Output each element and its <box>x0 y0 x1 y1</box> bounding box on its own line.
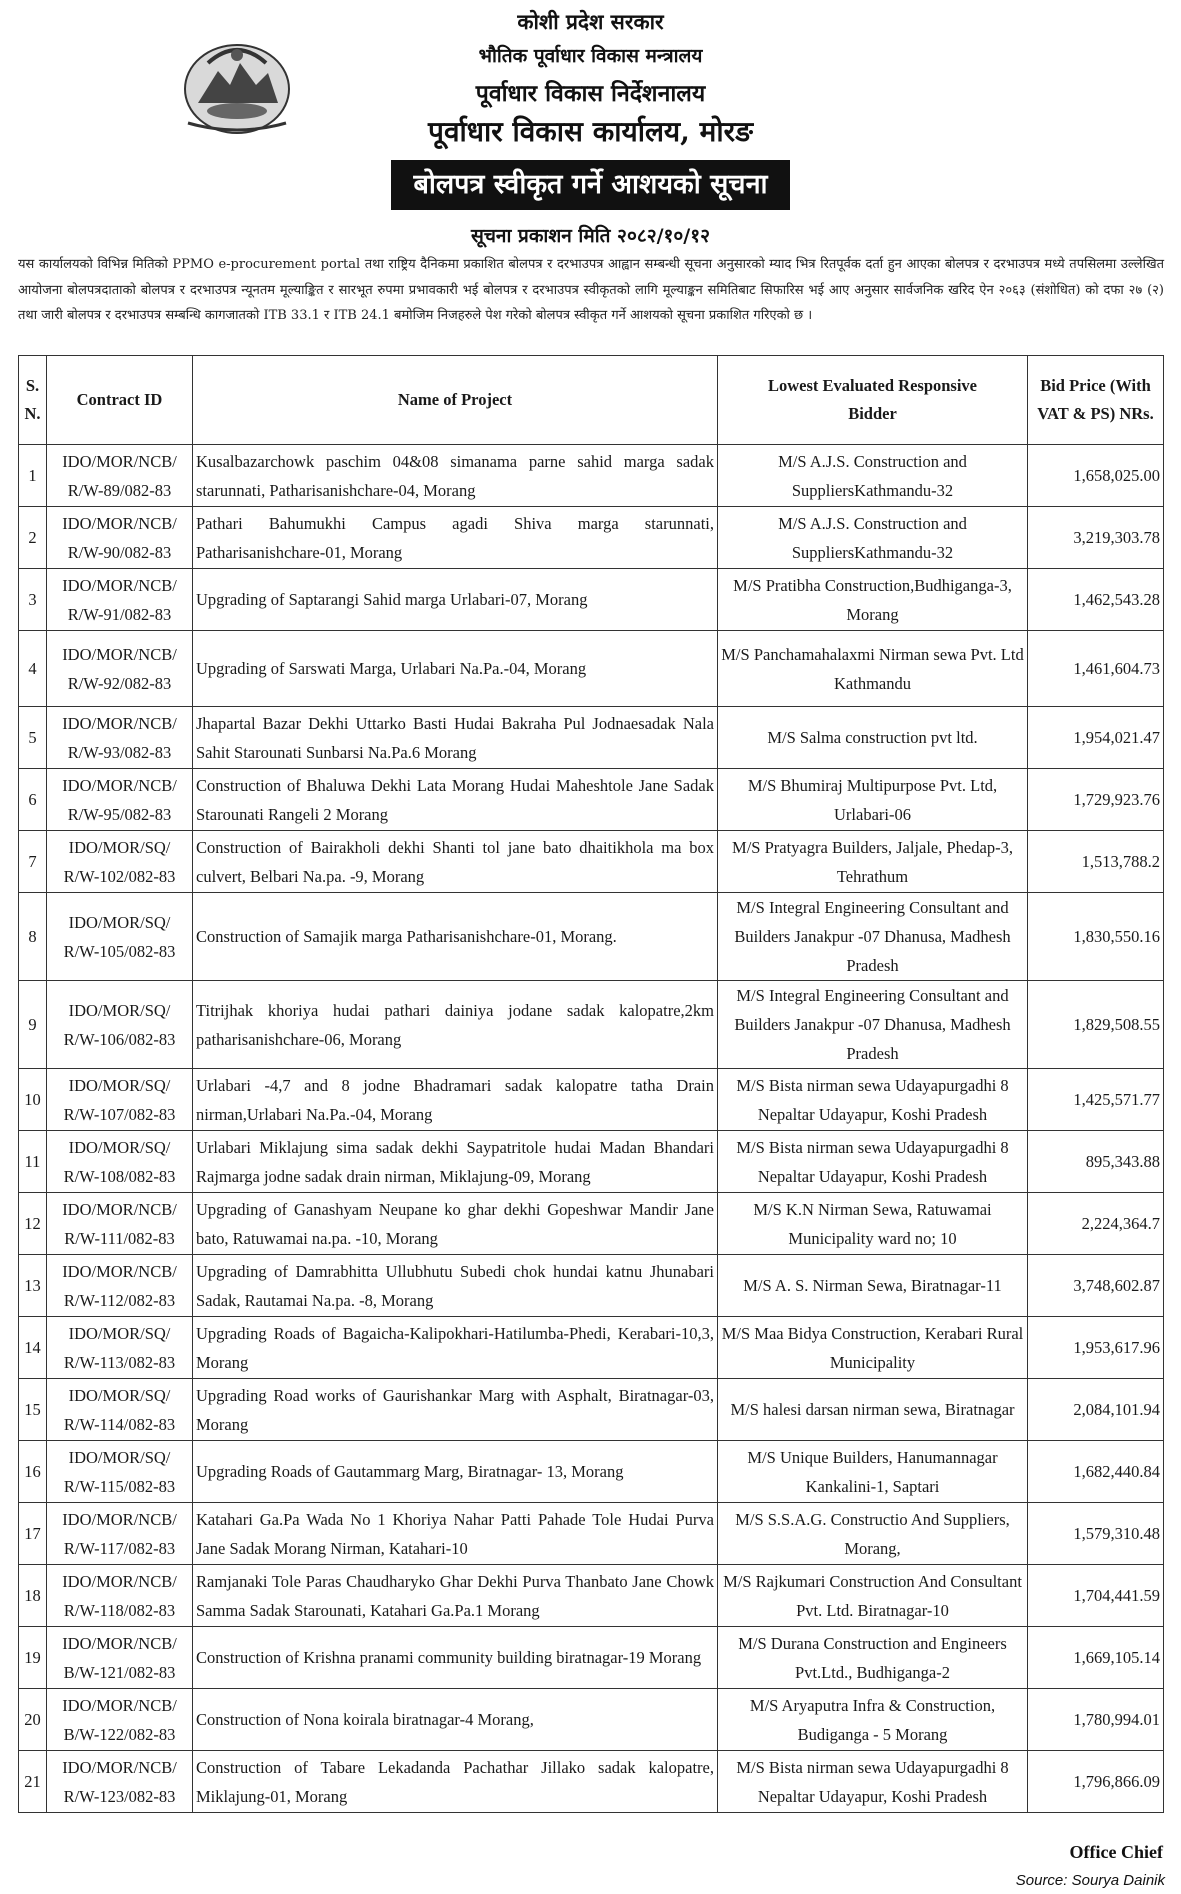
cell-price: 2,084,101.94 <box>1028 1379 1164 1441</box>
cell-contract-id: IDO/MOR/NCB/ R/W-93/082-83 <box>47 707 193 769</box>
cell-project: Construction of Samajik marga Patharisanishchare-01, Morang. <box>193 893 718 981</box>
header-sn: S. N. <box>19 356 47 445</box>
table-row <box>19 831 1164 893</box>
cell-sn: 3 <box>19 569 47 631</box>
cell-price: 1,658,025.00 <box>1028 445 1164 507</box>
cell-project: Upgrading of Ganashyam Neupane ko ghar dekhi Gopeshwar Mandir Jane bato, Ratuwamai na.pa. -10, Morang <box>193 1193 718 1255</box>
cell-bidder: M/S A. S. Nirman Sewa, Biratnagar-11 <box>718 1255 1028 1317</box>
table-row <box>19 1441 1164 1503</box>
table-row <box>19 1689 1164 1751</box>
table-row <box>19 1317 1164 1379</box>
cell-sn: 20 <box>19 1689 47 1751</box>
cell-project: Ramjanaki Tole Paras Chaudharyko Ghar Dekhi Purva Thanbato Jane Chowk Samma Sadak Starounati, Katahari Ga.Pa.1 Morang <box>193 1565 718 1627</box>
cell-contract-id: IDO/MOR/NCB/ B/W-122/082-83 <box>47 1689 193 1751</box>
cell-sn: 12 <box>19 1193 47 1255</box>
cell-sn: 21 <box>19 1751 47 1813</box>
cell-bidder: M/S K.N Nirman Sewa, Ratuwamai Municipality ward no; 10 <box>718 1193 1028 1255</box>
cell-bidder: M/S Maa Bidya Construction, Kerabari Rural Municipality <box>718 1317 1028 1379</box>
cell-price: 1,796,866.09 <box>1028 1751 1164 1813</box>
cell-bidder: M/S Integral Engineering Consultant and Builders Janakpur -07 Dhanusa, Madhesh Pradesh <box>718 893 1028 981</box>
cell-contract-id: IDO/MOR/NCB/ R/W-111/082-83 <box>47 1193 193 1255</box>
cell-project: Upgrading Roads of Bagaicha-Kalipokhari-Hatilumba-Phedi, Kerabari-10,3, Morang <box>193 1317 718 1379</box>
cell-price: 1,729,923.76 <box>1028 769 1164 831</box>
notice-title: बोलपत्र स्वीकृत गर्ने आशयको सूचना <box>391 160 789 210</box>
cell-price: 895,343.88 <box>1028 1131 1164 1193</box>
notice-header <box>0 0 1181 247</box>
cell-contract-id: IDO/MOR/SQ/ R/W-115/082-83 <box>47 1441 193 1503</box>
table-row <box>19 1751 1164 1813</box>
cell-project: Upgrading Road works of Gaurishankar Marg with Asphalt, Biratnagar-03, Morang <box>193 1379 718 1441</box>
table-row <box>19 1131 1164 1193</box>
cell-price: 1,425,571.77 <box>1028 1069 1164 1131</box>
publication-date: सूचना प्रकाशन मिति २०८२/१०/१२ <box>471 225 710 247</box>
ministry-name: भौतिक पूर्वाधार विकास मन्त्रालय <box>478 45 703 67</box>
source-credit: Source: Sourya Dainik <box>1015 1872 1165 1889</box>
cell-bidder: M/S A.J.S. Construction and SuppliersKathmandu-32 <box>718 445 1028 507</box>
cell-price: 1,830,550.16 <box>1028 893 1164 981</box>
cell-price: 3,219,303.78 <box>1028 507 1164 569</box>
header-project: Name of Project <box>193 356 718 445</box>
cell-contract-id: IDO/MOR/NCB/ R/W-90/082-83 <box>47 507 193 569</box>
cell-bidder: M/S Pratyagra Builders, Jaljale, Phedap-3, Tehrathum <box>718 831 1028 893</box>
intro-paragraph: यस कार्यालयको विभिन्न मितिको PPMO e-procurement portal तथा राष्ट्रिय दैनिकमा प्रकाशित बोलपत्र र दरभाउपत्र आह्वान सम्बन्धी सूचना अनुसारको म्याद भित्र रितपूर्वक दर्ता हुन आएका बोलपत्र र दरभाउपत्र मध्ये तपसिलमा उल्लेखित आयोजना बोलपत्रदाताको बोलपत्र र दरभाउपत्र न्यूनतम मूल्याङ्कित र सारभूत रुपमा प्रभावकारी भई बोलपत्र र दरभाउपत्र स्वीकृतको लागि मूल्याङ्कन समितिबाट सिफारिस भई आए अनुसार सार्वजनिक खरिद ऐन २०६३ (संशोधित) को दफा २७ (२) तथा जारी बोलपत्र र दरभाउपत्र सम्बन्धि कागजातको ITB 33.1 र ITB 24.1 बमोजिम निजहरुले पेश गरेको बोलपत्र स्वीकृत गर्ने आशयको सूचना प्रकाशित गरिएको छ । <box>18 257 1165 323</box>
cell-project: Construction of Bhaluwa Dekhi Lata Morang Hudai Maheshtole Jane Sadak Starounati Rangeli 2 Morang <box>193 769 718 831</box>
cell-contract-id: IDO/MOR/NCB/ R/W-91/082-83 <box>47 569 193 631</box>
cell-project: Urlabari Miklajung sima sadak dekhi Saypatritole hudai Madan Bhandari Rajmarga jodne sadak drain nirman, Miklajung-09, Morang <box>193 1131 718 1193</box>
office-name: पूर्वाधार विकास कार्यालय, मोरङ <box>428 115 753 148</box>
notice-title-wrap <box>0 160 1181 210</box>
cell-bidder: M/S S.S.A.G. Constructio And Suppliers, Morang, <box>718 1503 1028 1565</box>
cell-project: Construction of Nona koirala biratnagar-4 Morang, <box>193 1689 718 1751</box>
province-government: कोशी प्रदेश सरकार <box>517 9 664 34</box>
cell-bidder: M/S Integral Engineering Consultant and Builders Janakpur -07 Dhanusa, Madhesh Pradesh <box>718 981 1028 1069</box>
cell-price: 1,461,604.73 <box>1028 631 1164 707</box>
cell-price: 1,704,441.59 <box>1028 1565 1164 1627</box>
cell-sn: 14 <box>19 1317 47 1379</box>
cell-sn: 16 <box>19 1441 47 1503</box>
cell-sn: 4 <box>19 631 47 707</box>
cell-contract-id: IDO/MOR/NCB/ R/W-117/082-83 <box>47 1503 193 1565</box>
table-row <box>19 981 1164 1069</box>
table-row <box>19 1193 1164 1255</box>
table-row <box>19 893 1164 981</box>
table-row <box>19 1255 1164 1317</box>
cell-contract-id: IDO/MOR/SQ/ R/W-105/082-83 <box>47 893 193 981</box>
cell-price: 1,579,310.48 <box>1028 1503 1164 1565</box>
table-header-row <box>19 356 1164 445</box>
cell-project: Construction of Krishna pranami community building biratnagar-19 Morang <box>193 1627 718 1689</box>
cell-project: Construction of Tabare Lekadanda Pachathar Jillako sadak kalopatre, Miklajung-01, Morang <box>193 1751 718 1813</box>
cell-bidder: M/S Bista nirman sewa Udayapurgadhi 8 Nepaltar Udayapur, Koshi Pradesh <box>718 1131 1028 1193</box>
cell-bidder: M/S Durana Construction and Engineers Pvt.Ltd., Budhiganga-2 <box>718 1627 1028 1689</box>
cell-sn: 18 <box>19 1565 47 1627</box>
cell-contract-id: IDO/MOR/SQ/ R/W-113/082-83 <box>47 1317 193 1379</box>
cell-sn: 2 <box>19 507 47 569</box>
cell-contract-id: IDO/MOR/NCB/ R/W-112/082-83 <box>47 1255 193 1317</box>
header-price: Bid Price (With VAT & PS) NRs. <box>1028 356 1164 445</box>
cell-sn: 9 <box>19 981 47 1069</box>
cell-contract-id: IDO/MOR/SQ/ R/W-114/082-83 <box>47 1379 193 1441</box>
cell-price: 1,829,508.55 <box>1028 981 1164 1069</box>
cell-bidder: M/S Bista nirman sewa Udayapurgadhi 8 Nepaltar Udayapur, Koshi Pradesh <box>718 1069 1028 1131</box>
cell-bidder: M/S Rajkumari Construction And Consultant Pvt. Ltd. Biratnagar-10 <box>718 1565 1028 1627</box>
cell-project: Upgrading of Damrabhitta Ullubhutu Subedi chok hundai katnu Jhunabari Sadak, Rautamai Na.pa. -8, Morang <box>193 1255 718 1317</box>
cell-bidder: M/S halesi darsan nirman sewa, Biratnagar <box>718 1379 1028 1441</box>
cell-project: Upgrading of Sarswati Marga, Urlabari Na.Pa.-04, Morang <box>193 631 718 707</box>
cell-project: Upgrading Roads of Gautammarg Marg, Biratnagar- 13, Morang <box>193 1441 718 1503</box>
header-contract-id: Contract ID <box>47 356 193 445</box>
table-row <box>19 1503 1164 1565</box>
header-bidder: Lowest Evaluated Responsive Bidder <box>718 356 1028 445</box>
table-row <box>19 445 1164 507</box>
table-row <box>19 1379 1164 1441</box>
cell-contract-id: IDO/MOR/SQ/ R/W-102/082-83 <box>47 831 193 893</box>
cell-project: Construction of Bairakholi dekhi Shanti tol jane bato dhaitikhola ma box culvert, Belbari Na.pa. -9, Morang <box>193 831 718 893</box>
cell-contract-id: IDO/MOR/SQ/ R/W-107/082-83 <box>47 1069 193 1131</box>
cell-project: Kusalbazarchowk paschim 04&08 simanama parne sahid marga sadak starunnati, Patharisanishchare-04, Morang <box>193 445 718 507</box>
cell-contract-id: IDO/MOR/NCB/ R/W-123/082-83 <box>47 1751 193 1813</box>
cell-project: Urlabari -4,7 and 8 jodne Bhadramari sadak kalopatre tatha Drain nirman,Urlabari Na.Pa.-04, Morang <box>193 1069 718 1131</box>
cell-price: 1,954,021.47 <box>1028 707 1164 769</box>
cell-project: Pathari Bahumukhi Campus agadi Shiva marga starunnati, Patharisanishchare-01, Morang <box>193 507 718 569</box>
table-row <box>19 1069 1164 1131</box>
cell-price: 1,669,105.14 <box>1028 1627 1164 1689</box>
cell-contract-id: IDO/MOR/NCB/ R/W-92/082-83 <box>47 631 193 707</box>
cell-price: 1,462,543.28 <box>1028 569 1164 631</box>
cell-sn: 11 <box>19 1131 47 1193</box>
cell-sn: 10 <box>19 1069 47 1131</box>
cell-price: 1,780,994.01 <box>1028 1689 1164 1751</box>
cell-bidder: M/S Bhumiraj Multipurpose Pvt. Ltd, Urlabari-06 <box>718 769 1028 831</box>
cell-contract-id: IDO/MOR/NCB/ R/W-95/082-83 <box>47 769 193 831</box>
cell-bidder: M/S A.J.S. Construction and SuppliersKathmandu-32 <box>718 507 1028 569</box>
cell-sn: 13 <box>19 1255 47 1317</box>
cell-sn: 6 <box>19 769 47 831</box>
table-row <box>19 507 1164 569</box>
cell-price: 3,748,602.87 <box>1028 1255 1164 1317</box>
cell-contract-id: IDO/MOR/NCB/ R/W-89/082-83 <box>47 445 193 507</box>
cell-sn: 5 <box>19 707 47 769</box>
table-row <box>19 631 1164 707</box>
cell-price: 1,682,440.84 <box>1028 1441 1164 1503</box>
cell-project: Jhapartal Bazar Dekhi Uttarko Basti Hudai Bakraha Pul Jodnaesadak Nala Sahit Starounati Sunbarsi Na.Pa.6 Morang <box>193 707 718 769</box>
cell-project: Katahari Ga.Pa Wada No 1 Khoriya Nahar Patti Pahade Tole Hudai Purva Jane Sadak Morang Nirman, Katahari-10 <box>193 1503 718 1565</box>
cell-bidder: M/S Aryaputra Infra & Construction, Budiganga - 5 Morang <box>718 1689 1028 1751</box>
cell-sn: 8 <box>19 893 47 981</box>
cell-project: Titrijhak khoriya hudai pathari dainiya jodane sadak kalopatre,2km patharisanishchare-06, Morang <box>193 981 718 1069</box>
directorate-name: पूर्वाधार विकास निर्देशनालय <box>475 80 706 107</box>
cell-bidder: M/S Bista nirman sewa Udayapurgadhi 8 Nepaltar Udayapur, Koshi Pradesh <box>718 1751 1028 1813</box>
cell-sn: 19 <box>19 1627 47 1689</box>
table-row <box>19 1565 1164 1627</box>
cell-contract-id: IDO/MOR/SQ/ R/W-108/082-83 <box>47 1131 193 1193</box>
bid-table <box>18 355 1164 1813</box>
cell-price: 2,224,364.7 <box>1028 1193 1164 1255</box>
cell-contract-id: IDO/MOR/SQ/ R/W-106/082-83 <box>47 981 193 1069</box>
cell-contract-id: IDO/MOR/NCB/ R/W-118/082-83 <box>47 1565 193 1627</box>
cell-sn: 15 <box>19 1379 47 1441</box>
table-row <box>19 769 1164 831</box>
table-row <box>19 707 1164 769</box>
cell-bidder: M/S Pratibha Construction,Budhiganga-3, Morang <box>718 569 1028 631</box>
cell-sn: 7 <box>19 831 47 893</box>
table-row <box>19 1627 1164 1689</box>
cell-bidder: M/S Unique Builders, Hanumannagar Kankalini-1, Saptari <box>718 1441 1028 1503</box>
table-row <box>19 569 1164 631</box>
cell-price: 1,513,788.2 <box>1028 831 1164 893</box>
cell-bidder: M/S Panchamahalaxmi Nirman sewa Pvt. Ltd Kathmandu <box>718 631 1028 707</box>
cell-bidder: M/S Salma construction pvt ltd. <box>718 707 1028 769</box>
cell-sn: 1 <box>19 445 47 507</box>
office-chief-signature: Office Chief <box>1069 1842 1163 1862</box>
cell-project: Upgrading of Saptarangi Sahid marga Urlabari-07, Morang <box>193 569 718 631</box>
cell-price: 1,953,617.96 <box>1028 1317 1164 1379</box>
cell-sn: 17 <box>19 1503 47 1565</box>
cell-contract-id: IDO/MOR/NCB/ B/W-121/082-83 <box>47 1627 193 1689</box>
